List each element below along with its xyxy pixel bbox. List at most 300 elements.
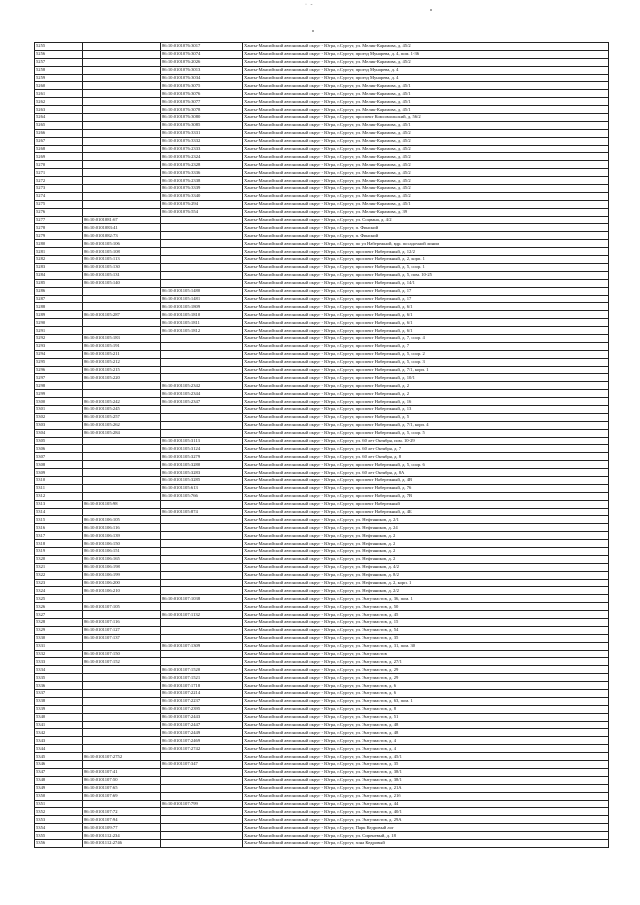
address-cell: Ханты-Мансийский автономный округ - Югра, г.Сургут, проспект Набережный, д. 16 (243, 398, 609, 406)
table-row (35, 634, 609, 642)
object-cadastral-number-cell (161, 555, 243, 563)
object-cadastral-number-cell (161, 571, 243, 579)
address-cell: Ханты-Мансийский автономный округ - Югра, г.Сургут, ул. Энтузиастов, д. 21б (243, 792, 609, 800)
land-cadastral-number-cell (83, 682, 161, 690)
object-cadastral-number-cell (161, 405, 243, 413)
address-cell: Ханты-Мансийский автономный округ - Югра, г.Сургут, проспект Набережный, д. 7В (243, 492, 609, 500)
row-number-cell: 5283 (35, 263, 83, 271)
address-cell: Ханты-Мансийский автономный округ - Югра, г.Сургут, проспект Набережный, д. 5, соор. 1 (243, 263, 609, 271)
land-cadastral-number-cell: 86:10:0101105:211 (83, 350, 161, 358)
object-cadastral-number-cell (161, 839, 243, 847)
row-number-cell: 5320 (35, 555, 83, 563)
object-cadastral-number-cell (161, 271, 243, 279)
land-cadastral-number-cell (83, 295, 161, 303)
address-cell: Ханты-Мансийский автономный округ - Югра, г.Сургут, ул. Мелик-Карамова, д. 45/1 (243, 200, 609, 208)
address-cell: Ханты-Мансийский автономный округ - Югра, г.Сургут, ул. Мелик-Карамова, д. 45/1 (243, 82, 609, 90)
row-number-cell: 5338 (35, 697, 83, 705)
row-number-cell: 5271 (35, 169, 83, 177)
row-number-cell: 5352 (35, 808, 83, 816)
address-cell: Ханты-Мансийский автономный округ - Югра, г.Сургут, ул. Нефтяников, д. 4/2 (243, 563, 609, 571)
address-cell: Ханты-Мансийский автономный округ - Югра, г.Сургут, ул. Мелик-Карамова, д. 45/2 (243, 129, 609, 137)
land-cadastral-number-cell: 86:10:0101106:139 (83, 532, 161, 540)
object-cadastral-number-cell: 86:10:0101107:1309 (161, 642, 243, 650)
address-cell: Ханты-Мансийский автономный округ - Югра, г.Сургут, ул. Нефтяников, д. 2/1 (243, 516, 609, 524)
table-row (35, 555, 609, 563)
row-number-cell: 5270 (35, 161, 83, 169)
table-row (35, 390, 609, 398)
object-cadastral-number-cell (161, 366, 243, 374)
land-cadastral-number-cell: 86:10:0101105:215 (83, 366, 161, 374)
row-number-cell: 5297 (35, 374, 83, 382)
table-row (35, 445, 609, 453)
registry-body (35, 43, 609, 848)
object-cadastral-number-cell: 86:10:0101076:3336 (161, 169, 243, 177)
address-cell: Ханты-Мансийский автономный округ - Югра, г.Сургут, ул. Нефтяников, д. 24 (243, 524, 609, 532)
object-cadastral-number-cell: 86:10:0101076:3339 (161, 185, 243, 193)
row-number-cell: 5342 (35, 729, 83, 737)
page-mark: · - (305, 2, 314, 8)
row-number-cell: 5280 (35, 240, 83, 248)
table-row (35, 816, 609, 824)
row-number-cell: 5276 (35, 208, 83, 216)
row-number-cell: 5332 (35, 650, 83, 658)
table-row (35, 697, 609, 705)
address-cell: Ханты-Мансийский автономный округ - Югра, г.Сургут, ул. Энтузиастов, д. 63, пом. 1 (243, 697, 609, 705)
object-cadastral-number-cell: 86:10:0101107:2237 (161, 697, 243, 705)
row-number-cell: 5305 (35, 437, 83, 445)
row-number-cell: 5294 (35, 350, 83, 358)
table-row (35, 177, 609, 185)
row-number-cell: 5335 (35, 674, 83, 682)
address-cell: Ханты-Мансийский автономный округ - Югра, г.Сургут, ул. Энтузиастов, д. 6 (243, 682, 609, 690)
row-number-cell: 5345 (35, 753, 83, 761)
object-cadastral-number-cell: 86:10:0101076:3078 (161, 106, 243, 114)
land-cadastral-number-cell (83, 390, 161, 398)
row-number-cell: 5264 (35, 114, 83, 122)
address-cell: Ханты-Мансийский автономный округ - Югра, г.Сургут, проспект Набережный, д. 2 (243, 390, 609, 398)
address-cell: Ханты-Мансийский автономный округ - Югра, г.Сургут, проспект Набережный, д. 2 (243, 382, 609, 390)
land-cadastral-number-cell (83, 161, 161, 169)
object-cadastral-number-cell: 86:10:0101105:3285 (161, 476, 243, 484)
address-cell: Ханты-Мансийский автономный округ - Югра, г.Сургут, ул. Нефтяников, д. 2 (243, 540, 609, 548)
object-cadastral-number-cell (161, 658, 243, 666)
table-row (35, 398, 609, 406)
table-row (35, 382, 609, 390)
row-number-cell: 5337 (35, 690, 83, 698)
row-number-cell: 5310 (35, 476, 83, 484)
object-cadastral-number-cell: 86:10:0101076:2333 (161, 145, 243, 153)
table-row (35, 469, 609, 477)
row-number-cell: 5341 (35, 721, 83, 729)
object-cadastral-number-cell (161, 768, 243, 776)
object-cadastral-number-cell (161, 808, 243, 816)
table-row (35, 768, 609, 776)
land-cadastral-number-cell: 86:10:0101105:98 (83, 500, 161, 508)
table-row (35, 437, 609, 445)
object-cadastral-number-cell: 86:10:0101105:3283 (161, 469, 243, 477)
table-row (35, 563, 609, 571)
row-number-cell: 5301 (35, 405, 83, 413)
object-cadastral-number-cell (161, 421, 243, 429)
land-cadastral-number-cell: 86:10:0101105:130 (83, 263, 161, 271)
land-cadastral-number-cell: 86:10:0101107:152 (83, 658, 161, 666)
address-cell: Ханты-Мансийский автономный округ - Югра, г.Сургут, проспект Набережный, д. 6/1 (243, 327, 609, 335)
row-number-cell: 5300 (35, 398, 83, 406)
row-number-cell: 5340 (35, 713, 83, 721)
object-cadastral-number-cell (161, 650, 243, 658)
table-row (35, 682, 609, 690)
object-cadastral-number-cell: 86:10:0101076:554 (161, 208, 243, 216)
object-cadastral-number-cell (161, 603, 243, 611)
land-cadastral-number-cell (83, 737, 161, 745)
object-cadastral-number-cell: 86:10:0101105:1480 (161, 287, 243, 295)
row-number-cell: 5349 (35, 784, 83, 792)
table-row (35, 121, 609, 129)
address-cell: Ханты-Мансийский автономный округ - Югра, г.Сургут, зона Кедровый (243, 839, 609, 847)
row-number-cell: 5331 (35, 642, 83, 650)
table-row (35, 303, 609, 311)
row-number-cell: 5323 (35, 579, 83, 587)
address-cell: Ханты-Мансийский автономный округ - Югра, г.Сургут, ул. Энтузиастов, д. 45/1 (243, 753, 609, 761)
address-cell: Ханты-Мансийский автономный округ - Югра, г.Сургут, ул. Энтузиастов, д. 29 (243, 674, 609, 682)
object-cadastral-number-cell: 86:10:0101107:1132 (161, 611, 243, 619)
land-cadastral-number-cell: 86:10:0101083:41 (83, 224, 161, 232)
row-number-cell: 5325 (35, 595, 83, 603)
row-number-cell: 5339 (35, 705, 83, 713)
table-row (35, 753, 609, 761)
table-row (35, 808, 609, 816)
object-cadastral-number-cell: 86:10:0101105:2347 (161, 398, 243, 406)
address-cell: Ханты-Мансийский автономный округ - Югра, г.Сургут, ул. Мелик-Карамова, д. 45/1 (243, 98, 609, 106)
table-row (35, 153, 609, 161)
object-cadastral-number-cell: 86:10:0101076:294 (161, 200, 243, 208)
address-cell: Ханты-Мансийский автономный округ - Югра, г.Сургут, проспект Набережный, д. 7/1, корп. 1 (243, 366, 609, 374)
land-cadastral-number-cell (83, 453, 161, 461)
land-cadastral-number-cell: 86:10:0101105:245 (83, 405, 161, 413)
land-cadastral-number-cell (83, 169, 161, 177)
land-cadastral-number-cell (83, 611, 161, 619)
table-row (35, 90, 609, 98)
row-number-cell: 5281 (35, 248, 83, 256)
table-row (35, 484, 609, 492)
table-row (35, 421, 609, 429)
row-number-cell: 5344 (35, 745, 83, 753)
row-number-cell: 5267 (35, 137, 83, 145)
object-cadastral-number-cell: 86:10:0101076:2324 (161, 153, 243, 161)
table-row (35, 642, 609, 650)
table-row (35, 524, 609, 532)
table-row (35, 626, 609, 634)
land-cadastral-number-cell: 86:10:0101106:200 (83, 579, 161, 587)
address-cell: Ханты-Мансийский автономный округ - Югра, г.Сургут, ул. Энтузиастов, д. 35 (243, 761, 609, 769)
table-row (35, 658, 609, 666)
object-cadastral-number-cell: 86:10:0101076:3076 (161, 90, 243, 98)
object-cadastral-number-cell (161, 216, 243, 224)
table-row (35, 271, 609, 279)
row-number-cell: 5307 (35, 453, 83, 461)
object-cadastral-number-cell (161, 832, 243, 840)
row-number-cell: 5255 (35, 43, 83, 51)
row-number-cell: 5311 (35, 484, 83, 492)
address-cell: Ханты-Мансийский автономный округ - Югра, г.Сургут, ул. Соцвана, д. 4/2 (243, 216, 609, 224)
table-row (35, 129, 609, 137)
land-cadastral-number-cell: 86:10:0101107:69 (83, 792, 161, 800)
object-cadastral-number-cell: 86:10:0101105:2344 (161, 390, 243, 398)
address-cell: Ханты-Мансийский автономный округ - Югра, г.Сургут, проспект Набережный, д. 5, соор. 3 (243, 358, 609, 366)
table-row (35, 792, 609, 800)
row-number-cell: 5306 (35, 445, 83, 453)
object-cadastral-number-cell: 86:10:0101105:1811 (161, 319, 243, 327)
row-number-cell: 5308 (35, 461, 83, 469)
address-cell: Ханты-Мансийский автономный округ - Югра, г.Сургут, проспект Набережный, д. 7, соор. 4 (243, 334, 609, 342)
land-cadastral-number-cell (83, 445, 161, 453)
address-cell: Ханты-Мансийский автономный округ - Югра, г.Сургут, ул. Энтузиастов, д. 15 (243, 619, 609, 627)
address-cell: Ханты-Мансийский автономный округ - Югра, г.Сургут, ул. 60 лет Октября, пом. 10-29 (243, 437, 609, 445)
land-cadastral-number-cell: 86:10:0101107:137 (83, 634, 161, 642)
table-row (35, 516, 609, 524)
table-row (35, 776, 609, 784)
address-cell: Ханты-Мансийский автономный округ - Югра, г.Сургут, ул. Нефтяников, д. 2 (243, 555, 609, 563)
table-row (35, 311, 609, 319)
row-number-cell: 5347 (35, 768, 83, 776)
row-number-cell: 5269 (35, 153, 83, 161)
table-row (35, 232, 609, 240)
table-row (35, 58, 609, 66)
address-cell: Ханты-Мансийский автономный округ - Югра, г.Сургут, п. Финский (243, 232, 609, 240)
address-cell: Ханты-Мансийский автономный округ - Югра, г.Сургут, проспект Набережный, д. 7/1, корп. 4 (243, 421, 609, 429)
object-cadastral-number-cell (161, 279, 243, 287)
row-number-cell: 5322 (35, 571, 83, 579)
table-row (35, 611, 609, 619)
address-cell: Ханты-Мансийский автономный округ - Югра, г.Сургут, ул. Энтузиастов (243, 650, 609, 658)
table-row (35, 319, 609, 327)
land-cadastral-number-cell: 86:10:0101107:105 (83, 603, 161, 611)
address-cell: Ханты-Мансийский автономный округ - Югра, г.Сургут, ул. Энтузиастов, д. 38/1 (243, 768, 609, 776)
address-cell: Ханты-Мансийский автономный округ - Югра, г.Сургут, ул. Энтузиастов, д. 21А (243, 784, 609, 792)
object-cadastral-number-cell: 86:10:0101105:874 (161, 508, 243, 516)
address-cell: Ханты-Мансийский автономный округ - Югра, г.Сургут, проспект Набережный, д. 12/2 (243, 248, 609, 256)
land-cadastral-number-cell (83, 705, 161, 713)
land-cadastral-number-cell: 86:10:0101105:140 (83, 279, 161, 287)
land-cadastral-number-cell (83, 82, 161, 90)
address-cell: Ханты-Мансийский автономный округ - Югра, г.Сургут, ул. Энтузиастов, д. 36, пом. 1 (243, 595, 609, 603)
land-cadastral-number-cell (83, 177, 161, 185)
row-number-cell: 5289 (35, 311, 83, 319)
object-cadastral-number-cell: 86:10:0101076:3034 (161, 74, 243, 82)
address-cell: Ханты-Мансийский автономный округ - Югра, г.Сургут, ул. Энтузиастов, д. 8 (243, 705, 609, 713)
row-number-cell: 5259 (35, 74, 83, 82)
object-cadastral-number-cell (161, 634, 243, 642)
land-cadastral-number-cell: 86:10:0101112:2746 (83, 839, 161, 847)
table-row (35, 200, 609, 208)
row-number-cell: 5327 (35, 611, 83, 619)
object-cadastral-number-cell: 86:10:0101105:3113 (161, 437, 243, 445)
land-cadastral-number-cell (83, 713, 161, 721)
address-cell: Ханты-Мансийский автономный округ - Югра, г.Сургут, проспект Набережный, д. 2, корп. 1 (243, 256, 609, 264)
land-cadastral-number-cell (83, 98, 161, 106)
object-cadastral-number-cell: 86:10:0101107:2214 (161, 690, 243, 698)
row-number-cell: 5262 (35, 98, 83, 106)
land-cadastral-number-cell: 86:10:0101107:94 (83, 816, 161, 824)
object-cadastral-number-cell: 86:10:0101105:3280 (161, 461, 243, 469)
row-number-cell: 5263 (35, 106, 83, 114)
land-cadastral-number-cell (83, 595, 161, 603)
land-cadastral-number-cell: 86:10:0101107:41 (83, 768, 161, 776)
land-cadastral-number-cell (83, 43, 161, 51)
row-number-cell: 5278 (35, 224, 83, 232)
address-cell: Ханты-Мансийский автономный округ - Югра, г.Сургут, проезд Мунарева, д. 4 (243, 74, 609, 82)
land-cadastral-number-cell (83, 492, 161, 500)
address-cell: Ханты-Мансийский автономный округ - Югра, г.Сургут, проспект Набережный, д. 14/1 (243, 279, 609, 287)
land-cadastral-number-cell (83, 208, 161, 216)
address-cell: Ханты-Мансийский автономный округ - Югра, г.Сургут, ул. Энтузиастов, д. 45 (243, 611, 609, 619)
land-cadastral-number-cell (83, 74, 161, 82)
land-cadastral-number-cell: 86:10:0101109:77 (83, 824, 161, 832)
object-cadastral-number-cell: 86:10:0101105:1809 (161, 303, 243, 311)
address-cell: Ханты-Мансийский автономный округ - Югра, г.Сургут, ул. Мелик-Карамова, д. 45/2 (243, 43, 609, 51)
table-row (35, 761, 609, 769)
object-cadastral-number-cell: 86:10:0101107:1521 (161, 674, 243, 682)
object-cadastral-number-cell (161, 548, 243, 556)
address-cell: Ханты-Мансийский автономный округ - Югра, г.Сургут, проспект Комсомольский, д. 56/2 (243, 114, 609, 122)
land-cadastral-number-cell: 86:10:0101105:108 (83, 248, 161, 256)
address-cell: Ханты-Мансийский автономный округ - Югра, г.Сургут, ул. Мелик-Карамова, д. 39 (243, 208, 609, 216)
row-number-cell: 5334 (35, 666, 83, 674)
object-cadastral-number-cell (161, 374, 243, 382)
row-number-cell: 5326 (35, 603, 83, 611)
table-row (35, 358, 609, 366)
land-cadastral-number-cell: 86:10:0101107:150 (83, 650, 161, 658)
land-cadastral-number-cell: 86:10:0101107:127 (83, 626, 161, 634)
table-row (35, 587, 609, 595)
object-cadastral-number-cell: 86:10:0101076:3340 (161, 192, 243, 200)
land-cadastral-number-cell: 86:10:0101105:242 (83, 398, 161, 406)
object-cadastral-number-cell (161, 532, 243, 540)
land-cadastral-number-cell (83, 508, 161, 516)
object-cadastral-number-cell (161, 816, 243, 824)
table-row (35, 145, 609, 153)
object-cadastral-number-cell: 86:10:0101076:3080 (161, 114, 243, 122)
table-row (35, 619, 609, 627)
land-cadastral-number-cell (83, 697, 161, 705)
land-cadastral-number-cell: 86:10:0101081:67 (83, 216, 161, 224)
land-cadastral-number-cell: 86:10:0101106:151 (83, 548, 161, 556)
row-number-cell: 5298 (35, 382, 83, 390)
land-cadastral-number-cell (83, 287, 161, 295)
object-cadastral-number-cell (161, 224, 243, 232)
land-cadastral-number-cell: 86:10:0101105:220 (83, 374, 161, 382)
address-cell: Ханты-Мансийский автономный округ - Югра, г.Сургут, Парк Кедровый лог (243, 824, 609, 832)
land-cadastral-number-cell (83, 50, 161, 58)
row-number-cell: 5336 (35, 682, 83, 690)
address-cell: Ханты-Мансийский автономный округ - Югра, г.Сургут, ул. Энтузиастов, д. 48 (243, 721, 609, 729)
land-cadastral-number-cell (83, 137, 161, 145)
row-number-cell: 5257 (35, 58, 83, 66)
row-number-cell: 5272 (35, 177, 83, 185)
row-number-cell: 5279 (35, 232, 83, 240)
object-cadastral-number-cell: 86:10:0101076:3332 (161, 137, 243, 145)
table-row (35, 540, 609, 548)
table-row (35, 350, 609, 358)
address-cell: Ханты-Мансийский автономный округ - Югра, г.Сургут, ул. Нефтяников, д. 2, корп. 1 (243, 579, 609, 587)
address-cell: Ханты-Мансийский автономный округ - Югра, г.Сургут, ул. Мелик-Карамова, д. 45/2 (243, 58, 609, 66)
row-number-cell: 5284 (35, 271, 83, 279)
row-number-cell: 5318 (35, 540, 83, 548)
address-cell: Ханты-Мансийский автономный округ - Югра, г.Сургут, проспект Набережный, д. 5, пом. 10-25 (243, 271, 609, 279)
land-cadastral-number-cell (83, 721, 161, 729)
land-cadastral-number-cell (83, 666, 161, 674)
table-row (35, 74, 609, 82)
row-number-cell: 5288 (35, 303, 83, 311)
table-row (35, 705, 609, 713)
land-cadastral-number-cell: 86:10:0101105:212 (83, 358, 161, 366)
row-number-cell: 5313 (35, 500, 83, 508)
land-cadastral-number-cell (83, 690, 161, 698)
row-number-cell: 5314 (35, 508, 83, 516)
row-number-cell: 5304 (35, 429, 83, 437)
address-cell: Ханты-Мансийский автономный округ - Югра, г.Сургут, ул. Мелик-Карамова, д. 45/1 (243, 90, 609, 98)
table-row (35, 492, 609, 500)
land-cadastral-number-cell (83, 484, 161, 492)
land-cadastral-number-cell: 86:10:0101105:113 (83, 256, 161, 264)
table-row (35, 50, 609, 58)
table-row (35, 169, 609, 177)
table-row (35, 98, 609, 106)
object-cadastral-number-cell (161, 248, 243, 256)
land-cadastral-number-cell (83, 58, 161, 66)
table-row (35, 208, 609, 216)
land-cadastral-number-cell: 86:10:0101105:191 (83, 342, 161, 350)
land-cadastral-number-cell: 86:10:0101105:262 (83, 421, 161, 429)
land-cadastral-number-cell: 86:10:0101105:257 (83, 413, 161, 421)
row-number-cell: 5324 (35, 587, 83, 595)
address-cell: Ханты-Мансийский автономный округ - Югра, г.Сургут, ул. Энтузиастов, д. 48 (243, 729, 609, 737)
land-cadastral-number-cell (83, 674, 161, 682)
object-cadastral-number-cell (161, 429, 243, 437)
address-cell: Ханты-Мансийский автономный округ - Югра, г.Сургут, проезд Мунарева, д. 4, пом. 1-36 (243, 50, 609, 58)
row-number-cell: 5265 (35, 121, 83, 129)
row-number-cell: 5319 (35, 548, 83, 556)
object-cadastral-number-cell (161, 776, 243, 784)
object-cadastral-number-cell (161, 626, 243, 634)
land-cadastral-number-cell (83, 145, 161, 153)
address-cell: Ханты-Мансийский автономный округ - Югра, г.Сургут, ул. Мелик-Карамова, д. 45/1 (243, 121, 609, 129)
address-cell: Ханты-Мансийский автономный округ - Югра, г.Сургут, ул. Энтузиастов, д. 50 (243, 603, 609, 611)
address-cell: Ханты-Мансийский автономный округ - Югра, г.Сургут, ул. Энтузиастов, д. 44 (243, 800, 609, 808)
object-cadastral-number-cell (161, 619, 243, 627)
object-cadastral-number-cell: 86:10:0101105:1810 (161, 311, 243, 319)
table-row (35, 532, 609, 540)
row-number-cell: 5355 (35, 832, 83, 840)
table-row (35, 66, 609, 74)
row-number-cell: 5290 (35, 319, 83, 327)
row-number-cell: 5268 (35, 145, 83, 153)
object-cadastral-number-cell (161, 753, 243, 761)
row-number-cell: 5303 (35, 421, 83, 429)
address-cell: Ханты-Мансийский автономный округ - Югра, г.Сургут, проспект Набережный, д. 6/1 (243, 303, 609, 311)
table-row (35, 453, 609, 461)
table-row (35, 674, 609, 682)
row-number-cell: 5346 (35, 761, 83, 769)
table-row (35, 476, 609, 484)
address-cell: Ханты-Мансийский автономный округ - Югра, г.Сургут, проспект Набережный (243, 500, 609, 508)
row-number-cell: 5291 (35, 327, 83, 335)
table-row (35, 832, 609, 840)
table-row (35, 413, 609, 421)
address-cell: Ханты-Мансийский автономный округ - Югра, г.Сургут, ул. Мелик-Карамова, д. 45/2 (243, 192, 609, 200)
object-cadastral-number-cell: 86:10:0101076:3085 (161, 121, 243, 129)
land-cadastral-number-cell: 86:10:0101106:165 (83, 555, 161, 563)
